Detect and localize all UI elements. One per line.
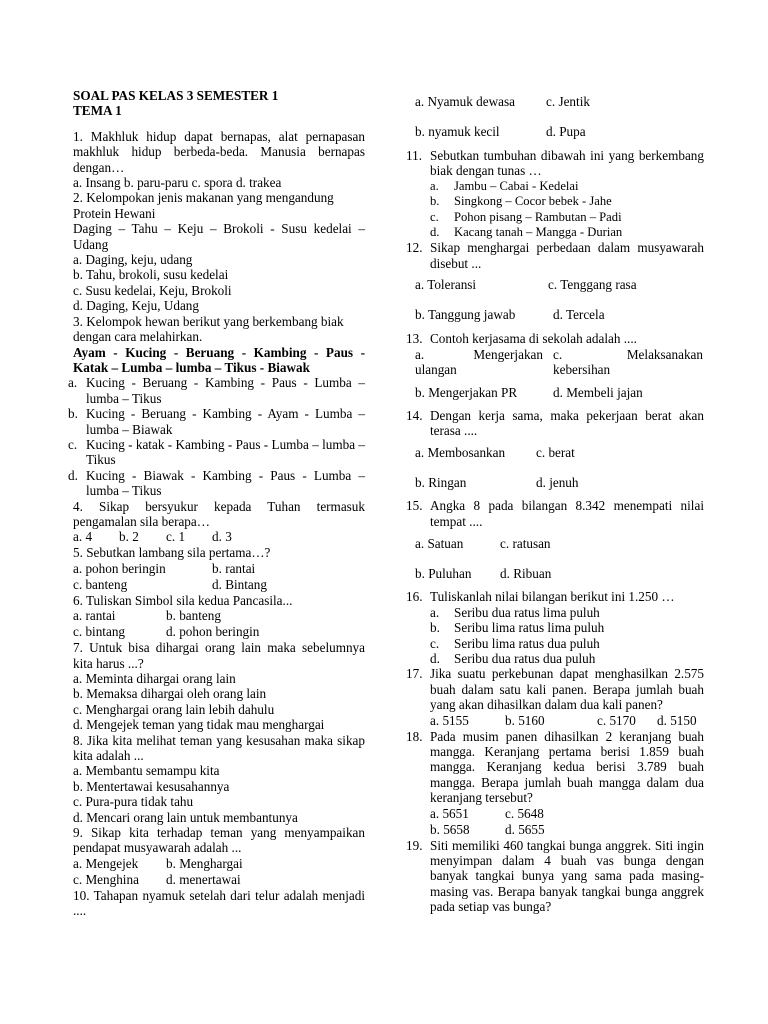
page-subtitle: TEMA 1	[73, 103, 122, 119]
question-3-list: Ayam - Kucing - Beruang - Kambing - Paus - Katak – Lumba – lumba – Tikus - Biawak	[73, 344, 365, 375]
question-4-option-a: a. 4	[73, 529, 93, 545]
question-number: 13.	[406, 331, 423, 347]
question-8-text: 8. Jika kita melihat teman yang kesusahan maka sikap kita adalah ...	[73, 732, 365, 764]
question-7-option-c: c. Menghargai orang lain lebih dahulu	[73, 701, 275, 717]
option-label: b.	[68, 406, 78, 422]
question-6-option-b: b. banteng	[166, 608, 221, 624]
question-14	[406, 408, 704, 439]
question-5-option-b: b. rantai	[212, 560, 256, 576]
question-6-option-c: c. bintang	[73, 624, 126, 640]
option-label: a.	[430, 178, 439, 193]
question-9-option-c: c. Menghina	[73, 871, 139, 887]
question-5	[73, 545, 365, 592]
option-text: Kacang tanah – Mangga - Durian	[454, 225, 623, 240]
question-12-option-d: d. Tercela	[553, 307, 605, 323]
question-10-option-b: b. nyamuk kecil	[415, 124, 500, 139]
question-13-option-a-line2: ulangan	[415, 361, 457, 377]
question-15-options-row2	[406, 566, 704, 582]
question-13-option-d: d. Membeli jajan	[553, 384, 643, 400]
option-label: d.	[430, 225, 440, 240]
question-5-text: 5. Sebutkan lambang sila pertama…?	[73, 545, 271, 561]
question-10-option-d: d. Pupa	[546, 124, 586, 139]
question-17-option-d: d. 5150	[657, 712, 697, 728]
left-column	[68, 0, 365, 919]
question-14-option-d: d. jenuh	[536, 475, 579, 491]
question-14-option-b: b. Ringan	[415, 475, 467, 491]
question-18-option-c: c. 5648	[505, 805, 544, 821]
question-2-option-b: b. Tahu, brokoli, susu kedelai	[73, 267, 229, 283]
question-16-options	[430, 605, 704, 667]
question-14-text: Dengan kerja sama, maka pekerjaan berat akan terasa ....	[430, 407, 704, 439]
question-18-text: Pada musim panen dihasilkan 2 keranjang buah mangga. Keranjang pertama berisi 1.859 buah mangga. Keranjang kedua berisi 3.789 buah mangga. Berapa jumlah buah mangga dalam dua keranjang tersebut?	[430, 728, 704, 806]
question-14-option-c: c. berat	[536, 445, 575, 461]
question-11-options	[430, 179, 704, 241]
question-5-option-d: d. Bintang	[212, 576, 267, 592]
right-column	[406, 0, 704, 915]
question-16-option-c	[430, 636, 704, 651]
question-9-option-a: a. Mengejek	[73, 855, 139, 871]
question-16-option-b	[430, 620, 704, 635]
question-17	[406, 666, 704, 728]
question-4-option-c: c. 1	[166, 529, 186, 545]
question-16-option-a	[430, 605, 704, 620]
question-9-options-row1	[73, 856, 365, 872]
question-12	[406, 240, 704, 271]
question-4	[73, 499, 365, 546]
question-4-options	[73, 529, 365, 545]
question-number: 18.	[406, 728, 423, 744]
question-10	[73, 888, 365, 919]
question-13-option-c-line1: c. Melaksanakan	[553, 346, 703, 362]
question-4-option-b: b. 2	[119, 529, 139, 545]
question-14-options-row2	[406, 475, 704, 491]
question-15-options-row1	[406, 536, 704, 552]
question-13-option-b: b. Mengerjakan PR	[415, 384, 518, 400]
question-11-option-d	[430, 225, 704, 240]
question-18-options-row1	[430, 806, 704, 822]
page-title: SOAL PAS KELAS 3 SEMESTER 1	[73, 88, 279, 103]
header	[73, 88, 365, 119]
question-1-text: 1. Makhluk hidup dapat bernapas, alat pernapasan makhluk hidup berbeda-beda. Manusia bernapas dengan…	[73, 128, 365, 175]
question-5-option-a: a. pohon beringin	[73, 560, 166, 576]
question-number: 19.	[406, 837, 423, 853]
question-2	[73, 190, 365, 313]
question-15	[406, 498, 704, 529]
question-3-option-c	[68, 437, 365, 468]
question-9	[73, 825, 365, 888]
question-2-text: 2. Kelompokan jenis makanan yang mengandung Protein Hewani	[73, 190, 334, 221]
question-13-option-c-line2: kebersihan	[553, 361, 611, 377]
question-11-option-b	[430, 194, 704, 209]
question-18	[406, 729, 704, 838]
question-6-options-row1	[73, 608, 365, 624]
option-text: Seribu lima ratus dua puluh	[454, 635, 600, 651]
question-18-option-b: b. 5658	[430, 821, 470, 837]
option-text: Kucing - Beruang - Kambing - Paus - Lumba – lumba – Tikus	[86, 375, 365, 406]
question-9-option-b: b. Menghargai	[166, 855, 243, 871]
question-18-option-a: a. 5651	[430, 805, 469, 821]
option-label: d.	[68, 467, 78, 483]
question-5-option-c: c. banteng	[73, 576, 128, 592]
option-text: Seribu lima ratus lima puluh	[454, 620, 605, 636]
question-12-option-b: b. Tanggung jawab	[415, 307, 516, 323]
question-2-list: Daging – Tahu – Keju – Brokoli - Susu kedelai – Udang	[73, 221, 365, 252]
option-label: a.	[430, 604, 440, 620]
question-7-text: 7. Untuk bisa dihargai orang lain maka sebelumnya kita harus ...?	[73, 640, 365, 671]
question-3-option-a	[68, 375, 365, 406]
question-8-option-d: d. Mencari orang lain untuk membantunya	[73, 809, 298, 825]
option-text: Seribu dua ratus lima puluh	[454, 604, 600, 620]
option-text: Pohon pisang – Rambutan – Padi	[454, 209, 622, 224]
question-17-options	[430, 713, 704, 729]
question-19-text: Siti memiliki 460 tangkai bunga anggrek. Siti ingin menyimpan dalam 4 buah vas bunga dengan banyak tangkai bunya yang sama pada masing-masing vas. Berapa banyak tangkai bunga anggrek pada setiap vas bunga?	[430, 837, 704, 915]
option-label: c.	[430, 635, 440, 651]
question-number: 15.	[406, 498, 423, 514]
question-13-options-row1	[406, 347, 704, 379]
question-12-options-row2	[406, 307, 704, 323]
option-text: Kucing - Beruang - Kambing - Ayam - Lumba – lumba – Biawak	[86, 406, 365, 437]
question-9-text: 9. Sikap kita terhadap teman yang menyampaikan pendapat musyawarah adalah ...	[73, 825, 365, 856]
question-3-text: 3. Kelompok hewan berikut yang berkembang biak dengan cara melahirkan.	[73, 313, 344, 345]
question-1-options: a. Insang b. paru-paru c. spora d. trakea	[73, 175, 282, 191]
question-19	[406, 838, 704, 915]
option-label: b.	[430, 620, 440, 636]
question-11-option-a	[430, 179, 704, 194]
question-12-text: Sikap menghargai perbedaan dalam musyawarah disebut ...	[430, 240, 704, 271]
question-6-option-a: a. rantai	[73, 608, 116, 624]
question-10-options-row1	[406, 94, 704, 110]
question-13-text: Contoh kerjasama di sekolah adalah ....	[430, 331, 637, 347]
question-11-text: Sebutkan tumbuhan dibawah ini yang berkembang biak dengan tunas …	[430, 148, 704, 179]
question-16	[406, 589, 704, 666]
question-9-options-row2	[73, 872, 365, 888]
question-18-option-d: d. 5655	[505, 821, 545, 837]
question-7-option-a: a. Meminta dihargai orang lain	[73, 671, 236, 686]
option-label: c.	[430, 209, 439, 224]
option-text: Singkong – Cocor bebek - Jahe	[454, 194, 612, 209]
question-10-options-row2	[406, 124, 704, 140]
question-17-option-b: b. 5160	[505, 712, 545, 728]
question-8-option-a: a. Membantu semampu kita	[73, 763, 220, 779]
question-2-option-a: a. Daging, keju, udang	[73, 252, 193, 268]
question-16-text: Tuliskanlah nilai bilangan berikut ini 1.250 …	[430, 589, 675, 605]
question-6-text: 6. Tuliskan Simbol sila kedua Pancasila...	[73, 592, 293, 608]
question-14-options-row1	[406, 445, 704, 461]
question-15-option-a: a. Satuan	[415, 536, 464, 552]
question-number: 11.	[406, 148, 422, 163]
question-12-options-row1	[406, 277, 704, 293]
question-5-options-row1	[73, 561, 365, 577]
question-4-text: 4. Sikap bersyukur kepada Tuhan termasuk pengamalan sila berapa…	[73, 498, 365, 529]
question-15-text: Angka 8 pada bilangan 8.342 menempati nilai tempat ....	[430, 498, 704, 529]
question-10-text: 10. Tahapan nyamuk setelah dari telur adalah menjadi ....	[73, 887, 365, 919]
option-text: Kucing - Biawak - Kambing - Paus - Lumba – lumba – Tikus	[86, 467, 365, 499]
question-2-option-d: d. Daging, Keju, Udang	[73, 298, 199, 314]
question-17-option-c: c. 5170	[597, 712, 636, 728]
question-number: 17.	[406, 666, 423, 682]
question-number: 12.	[406, 240, 423, 256]
question-5-options-row2	[73, 577, 365, 593]
question-8	[73, 733, 365, 825]
question-10-option-c: c. Jentik	[546, 94, 590, 109]
question-11-option-c	[430, 210, 704, 225]
question-number: 14.	[406, 407, 423, 423]
question-15-option-d: d. Ribuan	[500, 566, 552, 582]
question-2-option-c: c. Susu kedelai, Keju, Brokoli	[73, 282, 232, 298]
option-label: c.	[68, 436, 78, 452]
question-3	[68, 313, 365, 499]
question-8-option-c: c. Pura-pura tidak tahu	[73, 794, 194, 810]
question-18-options-row2	[430, 822, 704, 838]
option-label: a.	[68, 375, 78, 391]
question-15-option-c: c. ratusan	[500, 536, 551, 552]
question-14-option-a: a. Membosankan	[415, 445, 506, 461]
question-15-option-b: b. Puluhan	[415, 566, 472, 582]
question-7-option-b: b. Memaksa dihargai oleh orang lain	[73, 686, 267, 702]
question-6	[73, 593, 365, 640]
question-10-option-a: a. Nyamuk dewasa	[415, 94, 515, 109]
question-13-option-a-line1: a. Mengerjakan	[415, 346, 543, 362]
question-4-option-d: d. 3	[212, 529, 232, 545]
option-label: d.	[430, 650, 440, 666]
option-label: b.	[430, 194, 440, 209]
question-9-option-d: d. menertawai	[166, 871, 241, 887]
question-12-option-a: a. Toleransi	[415, 277, 477, 293]
question-17-text: Jika suatu perkebunan dapat menghasilkan 2.575 buah dalam satu kali panen. Berapa jumlah buah yang akan dihasilkan dalam dua kali panen?	[430, 666, 704, 713]
question-1	[73, 129, 365, 191]
question-3-option-d	[68, 468, 365, 499]
question-12-option-c: c. Tenggang rasa	[548, 277, 637, 293]
option-text: Kucing - katak - Kambing - Paus - Lumba – lumba – Tikus	[86, 436, 365, 468]
question-3-option-b	[68, 406, 365, 437]
question-7-option-d: d. Mengejek teman yang tidak mau menghargai	[73, 717, 325, 733]
question-16-option-d	[430, 651, 704, 666]
question-7	[73, 640, 365, 732]
option-text: Seribu dua ratus dua puluh	[454, 650, 596, 666]
question-13-options-row2	[406, 385, 704, 401]
question-11	[406, 148, 704, 240]
question-17-option-a: a. 5155	[430, 712, 469, 728]
question-6-options-row2	[73, 624, 365, 640]
option-text: Jambu – Cabai - Kedelai	[454, 178, 579, 193]
question-number: 16.	[406, 589, 423, 605]
question-8-option-b: b. Mentertawai kesusahannya	[73, 778, 230, 794]
question-6-option-d: d. pohon beringin	[166, 624, 260, 640]
question-13	[406, 331, 704, 346]
